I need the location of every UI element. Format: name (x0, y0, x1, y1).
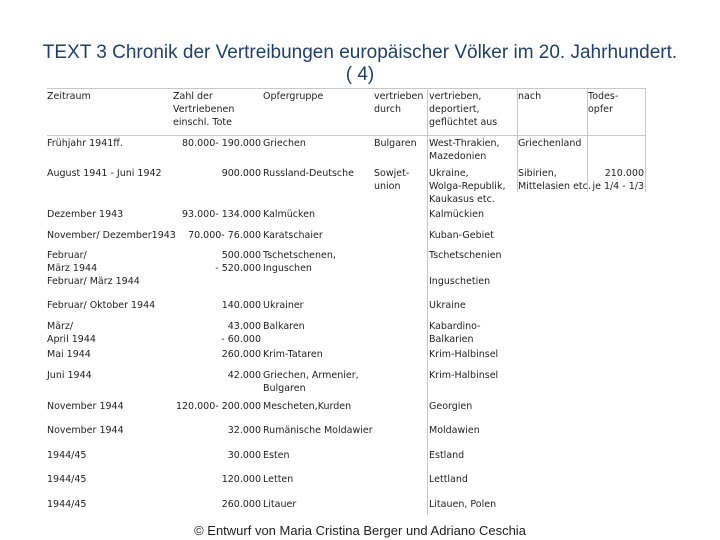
header-zahl: einschl. Tote (173, 117, 232, 128)
zeitraum-cell-line: Juni 1944 (47, 370, 92, 381)
header-vertrieben-durch: durch (374, 104, 401, 115)
gruppe-cell-line: Kalmücken (263, 209, 316, 220)
grid-divider (517, 88, 518, 192)
nach-cell-line: Sibirien, (518, 168, 557, 179)
zahl-cell-line: 120.000- 200.000 (175, 401, 261, 412)
zahl-cell-line: 120.000 (221, 474, 261, 485)
header-vertrieben: geflüchtet aus (429, 117, 498, 128)
grid-divider (427, 88, 428, 515)
zeitraum-cell-line: April 1944 (47, 334, 96, 345)
durch-cell-line: Sowjet- (374, 168, 410, 179)
zahl-cell-line: 30.000 (227, 450, 261, 461)
zeitraum-cell-line: November 1944 (47, 425, 124, 436)
zahl-cell-line: - 520.000 (215, 263, 261, 274)
zeitraum-cell-line: Mai 1944 (47, 349, 91, 360)
zeitraum-cell-line: November 1944 (47, 401, 124, 412)
header-vertrieben-durch: vertrieben (374, 91, 424, 102)
gruppe-cell-line: Litauer (263, 499, 297, 510)
zahl-cell-line: 140.000 (221, 300, 261, 311)
zeitraum-cell-line: März/ (47, 321, 74, 332)
gruppe-cell-line: Esten (263, 450, 290, 461)
header-zahl: Vertriebenen (173, 104, 235, 115)
durch-cell-line: union (374, 181, 401, 192)
gruppe-cell-line: Ukrainer (263, 300, 304, 311)
zahl-cell-line: 80.000- 190.000 (182, 138, 261, 149)
zeitraum-cell-line: März 1944 (47, 263, 98, 274)
zeitraum-cell-line: 1944/45 (47, 474, 87, 485)
zahl-cell-line: 93.000- 134.000 (182, 209, 261, 220)
aus-cell-line: West-Thrakien, (429, 138, 500, 149)
zahl-cell-line: 43.000 (227, 321, 261, 332)
todesopfer-cell-line: 210.000 (604, 168, 644, 179)
zahl-cell-line: 260.000 (221, 499, 261, 510)
aus-cell-line: Mazedonien (429, 151, 487, 162)
aus-cell-line: Kalmückien (429, 209, 485, 220)
aus-cell-line: Litauen, Polen (429, 499, 497, 510)
grid-divider (47, 88, 645, 89)
zeitraum-cell-line: Februar/ Oktober 1944 (47, 300, 156, 311)
zahl-cell-line: 900.000 (221, 168, 261, 179)
aus-cell-line: Kabardino- (429, 321, 481, 332)
gruppe-cell-line: Karatschaier (263, 230, 323, 241)
aus-cell-line: Ukraine, (429, 168, 469, 179)
aus-cell-line: Balkarien (429, 334, 474, 345)
header-todesopfer: opfer (588, 104, 613, 115)
header-zahl: Zahl der (173, 91, 213, 102)
gruppe-cell-line: Russland-Deutsche (263, 168, 354, 179)
aus-cell-line: Tschetschenien (429, 250, 502, 261)
aus-cell-line: Inguschetien (429, 276, 491, 287)
gruppe-cell-line: Mescheten,Kurden (263, 401, 352, 412)
todesopfer-cell-line: je 1/4 - 1/3 (592, 181, 644, 192)
zahl-cell-line: 260.000 (221, 349, 261, 360)
gruppe-cell-line: Krim-Tataren (263, 349, 323, 360)
gruppe-cell-line: Griechen, Armenier, (263, 370, 359, 381)
aus-cell-line: Krim-Halbinsel (429, 349, 499, 360)
zahl-cell-line: 42.000 (227, 370, 261, 381)
zeitraum-cell-line: Frühjahr 1941ff. (47, 138, 123, 149)
zeitraum-cell-line: 1944/45 (47, 450, 87, 461)
aus-cell-line: Estland (429, 450, 465, 461)
gruppe-cell-line: Griechen (263, 138, 306, 149)
grid-divider (645, 88, 646, 192)
header-nach: nach (518, 91, 542, 102)
gruppe-cell-line: Bulgaren (263, 383, 306, 394)
gruppe-cell-line: Rumänische Moldawier (263, 425, 373, 436)
zeitraum-cell-line: Februar/ (47, 250, 87, 261)
header-vertrieben: vertrieben, (429, 91, 482, 102)
document-title: TEXT 3 Chronik der Vertreibungen europäischer Völker im 20. Jahrhundert. ( 4) (42, 42, 678, 85)
grid-divider (587, 88, 588, 192)
zeitraum-cell-line: November/ Dezember1943 (47, 230, 176, 241)
zahl-cell-line: - 60.000 (221, 334, 261, 345)
header-vertrieben: deportiert, (429, 104, 480, 115)
gruppe-cell-line: Inguschen (263, 263, 312, 274)
zahl-cell-line: 500.000 (221, 250, 261, 261)
zahl-cell-line: 32.000 (227, 425, 261, 436)
aus-cell-line: Kaukasus etc. (429, 194, 495, 205)
gruppe-cell-line: Tschetschenen, (263, 250, 336, 261)
header-opfergruppe: Opfergruppe (263, 91, 324, 102)
aus-cell-line: Ukraine (429, 300, 466, 311)
zahl-cell-line: 70.000- 76.000 (188, 230, 261, 241)
zeitraum-cell-line: 1944/45 (47, 499, 87, 510)
aus-cell-line: Wolga-Republik, (429, 181, 506, 192)
aus-cell-line: Lettland (429, 474, 468, 485)
aus-cell-line: Kuban-Gebiet (429, 230, 494, 241)
zeitraum-cell-line: August 1941 - Juni 1942 (47, 168, 162, 179)
zeitraum-cell-line: Februar/ März 1944 (47, 276, 140, 287)
aus-cell-line: Georgien (429, 401, 473, 412)
copyright-footer: © Entwurf von Maria Cristina Berger und Adriano Ceschia (194, 523, 526, 538)
header-zeitraum: Zeitraum (47, 91, 91, 102)
gruppe-cell-line: Letten (263, 474, 294, 485)
aus-cell-line: Krim-Halbinsel (429, 370, 499, 381)
gruppe-cell-line: Balkaren (263, 321, 305, 332)
header-todesopfer: Todes- (588, 91, 619, 102)
nach-cell-line: Mittelasien etc. (518, 181, 591, 192)
zeitraum-cell-line: Dezember 1943 (47, 209, 124, 220)
nach-cell-line: Griechenland (518, 138, 582, 149)
aus-cell-line: Moldawien (429, 425, 480, 436)
durch-cell-line: Bulgaren (374, 138, 417, 149)
grid-divider (47, 135, 645, 136)
